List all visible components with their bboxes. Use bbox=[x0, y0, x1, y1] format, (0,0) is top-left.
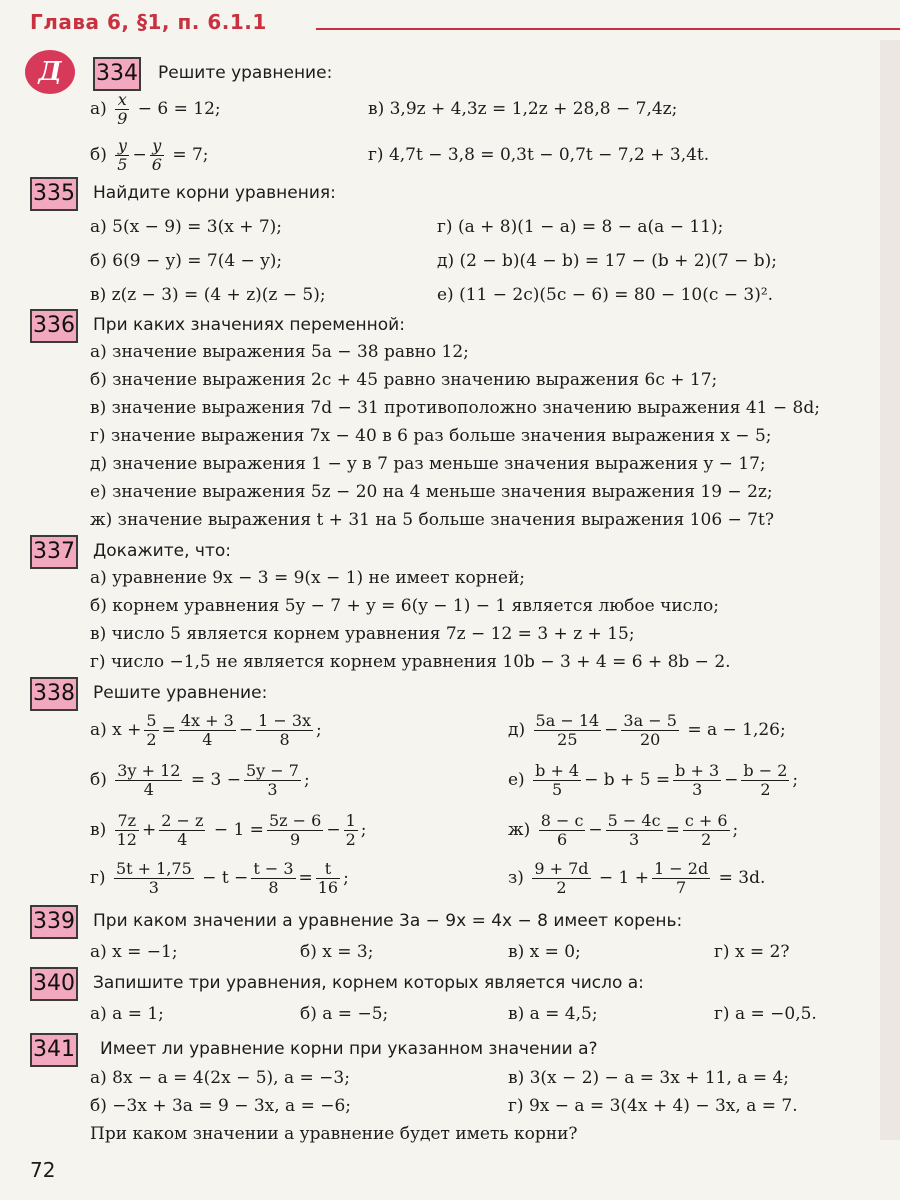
equation-tail: ; bbox=[343, 868, 349, 888]
problem-338-v bbox=[90, 807, 366, 853]
fraction bbox=[256, 712, 313, 749]
operator: = 3 − bbox=[190, 770, 241, 790]
numerator: 1 − 2d bbox=[654, 858, 709, 878]
fraction bbox=[683, 812, 730, 849]
numerator: b + 3 bbox=[675, 760, 720, 780]
numerator: c + 6 bbox=[684, 810, 728, 830]
numerator: 7z bbox=[115, 812, 139, 831]
problem-341-v: в) 3(x − 2) − a = 3x + 11, a = 4; bbox=[508, 1068, 790, 1088]
equation-tail: ; bbox=[303, 770, 310, 790]
problem-336-title: При каких значениях переменной: bbox=[93, 315, 405, 335]
equation-tail: = 7; bbox=[172, 145, 209, 165]
operator: − 1 + bbox=[598, 868, 650, 888]
item-label: б) bbox=[90, 770, 107, 790]
difficulty-badge-icon: Д bbox=[25, 50, 75, 94]
equation-tail: − 6 = 12; bbox=[137, 99, 221, 119]
numerator: 5t + 1,75 bbox=[115, 858, 192, 878]
denominator: 2 bbox=[760, 779, 771, 799]
denominator: 5 bbox=[117, 154, 128, 174]
fraction bbox=[621, 712, 678, 749]
problem-335-b: б) 6(9 − y) = 7(4 − y); bbox=[90, 251, 283, 271]
operator: + bbox=[141, 820, 157, 840]
problem-number-334: 334 bbox=[93, 57, 141, 91]
problem-338-zh bbox=[508, 807, 738, 853]
problem-338-z bbox=[508, 855, 765, 901]
operator: − bbox=[238, 720, 254, 740]
problem-334-g: г) 4,7t − 3,8 = 0,3t − 0,7t − 7,2 + 3,4t. bbox=[368, 145, 710, 165]
numerator: x bbox=[115, 91, 129, 110]
denominator: 25 bbox=[557, 729, 578, 749]
problem-337-item: а) уравнение 9x − 3 = 9(x − 1) не имеет корней; bbox=[90, 568, 526, 588]
problem-340-title: Запишите три уравнения, корнем которых является число a: bbox=[93, 973, 644, 993]
numerator: 5 − 4c bbox=[607, 810, 661, 830]
fraction bbox=[652, 860, 710, 897]
denominator: 8 bbox=[279, 729, 290, 749]
fraction bbox=[179, 712, 236, 749]
problem-334-title: Решите уравнение: bbox=[158, 63, 333, 83]
problem-337-item: в) число 5 является корнем уравнения 7z − 12 = 3 + z + 15; bbox=[90, 624, 635, 644]
problem-336-item: ж) значение выражения t + 31 на 5 больше значения выражения 106 − 7t? bbox=[90, 510, 774, 530]
operator: − bbox=[132, 145, 147, 165]
operator: = bbox=[161, 720, 176, 740]
problem-334-b bbox=[90, 132, 209, 178]
problem-336-item: д) значение выражения 1 − y в 7 раз меньше значения выражения y − 17; bbox=[90, 454, 766, 474]
fraction bbox=[344, 812, 358, 849]
problem-340-g: г) a = −0,5. bbox=[714, 1004, 817, 1024]
denominator: 3 bbox=[267, 779, 278, 799]
problem-335-a: а) 5(x − 9) = 3(x + 7); bbox=[90, 217, 283, 237]
problem-335-v: в) z(z − 3) = (4 + z)(z − 5); bbox=[90, 285, 326, 305]
denominator: 2 bbox=[556, 877, 567, 897]
fraction bbox=[532, 860, 590, 897]
equation-tail: ; bbox=[316, 720, 322, 740]
problem-339-b: б) x = 3; bbox=[300, 942, 374, 962]
fraction bbox=[534, 712, 602, 749]
denominator: 5 bbox=[552, 779, 563, 799]
fraction bbox=[267, 812, 323, 849]
numerator: 2 − z bbox=[161, 810, 204, 830]
item-label: д) bbox=[508, 720, 526, 740]
item-label: в) bbox=[90, 820, 107, 840]
numerator: t bbox=[316, 860, 340, 879]
numerator: y bbox=[150, 137, 164, 156]
fraction bbox=[539, 812, 586, 849]
problem-338-a bbox=[90, 707, 322, 753]
fraction bbox=[144, 712, 158, 749]
operator: − bbox=[588, 820, 603, 840]
problem-number-341: 341 bbox=[30, 1033, 78, 1067]
item-label: б) bbox=[90, 145, 107, 165]
denominator: 16 bbox=[317, 877, 339, 897]
denominator: 2 bbox=[146, 729, 157, 749]
denominator: 2 bbox=[345, 829, 356, 849]
denominator: 3 bbox=[692, 779, 703, 799]
problem-338-b bbox=[90, 757, 310, 803]
problem-336-item: е) значение выражения 5z − 20 на 4 меньше значения выражения 19 − 2z; bbox=[90, 482, 773, 502]
numerator: 5a − 14 bbox=[535, 710, 600, 730]
numerator: 4x + 3 bbox=[180, 710, 234, 730]
problem-334-a bbox=[90, 86, 221, 132]
equation-tail: ; bbox=[732, 820, 739, 840]
item-label: а) bbox=[90, 99, 107, 119]
fraction bbox=[316, 860, 340, 897]
problem-341-g: г) 9x − a = 3(4x + 4) − 3x, a = 7. bbox=[508, 1096, 798, 1116]
numerator: 5z − 6 bbox=[268, 810, 322, 830]
problem-337-item: г) число −1,5 не является корнем уравнения 10b − 3 + 4 = 6 + 8b − 2. bbox=[90, 652, 731, 672]
operator: − 1 = bbox=[213, 820, 264, 840]
problem-341-title: Имеет ли уравнение корни при указанном значении a? bbox=[100, 1039, 598, 1059]
denominator: 9 bbox=[290, 829, 301, 849]
problem-341-a: а) 8x − a = 4(2x − 5), a = −3; bbox=[90, 1068, 350, 1088]
denominator: 4 bbox=[143, 779, 154, 799]
fraction bbox=[741, 762, 789, 799]
numerator: b − 2 bbox=[743, 760, 788, 780]
fraction bbox=[150, 137, 164, 174]
problem-341-question: При каком значении a уравнение будет иметь корни? bbox=[90, 1124, 578, 1144]
problem-335-e: е) (11 − 2c)(5c − 6) = 80 − 10(c − 3)². bbox=[437, 285, 774, 305]
problem-340-v: в) a = 4,5; bbox=[508, 1004, 598, 1024]
fraction bbox=[115, 137, 129, 174]
problem-339-g: г) x = 2? bbox=[714, 942, 790, 962]
numerator: 3a − 5 bbox=[623, 710, 677, 730]
problem-337-item: б) корнем уравнения 5y − 7 + y = 6(y − 1) − 1 является любое число; bbox=[90, 596, 719, 616]
header-rule bbox=[316, 28, 900, 30]
chapter-header bbox=[30, 10, 900, 40]
numerator: 8 − c bbox=[540, 810, 584, 830]
problem-336-item: а) значение выражения 5a − 38 равно 12; bbox=[90, 342, 469, 362]
operator: = bbox=[665, 820, 680, 840]
problem-335-title: Найдите корни уравнения: bbox=[93, 183, 336, 203]
problem-number-339: 339 bbox=[30, 905, 78, 939]
numerator: 9 + 7d bbox=[534, 858, 589, 878]
item-label: г) bbox=[90, 868, 106, 888]
numerator: y bbox=[115, 137, 129, 156]
problem-340-b: б) a = −5; bbox=[300, 1004, 389, 1024]
equation-head: а) x + bbox=[90, 720, 142, 740]
equation-tail: ; bbox=[792, 770, 799, 790]
equation-tail: ; bbox=[360, 820, 367, 840]
item-label: е) bbox=[508, 770, 525, 790]
numerator: t − 3 bbox=[253, 858, 294, 878]
problem-335-d: д) (2 − b)(4 − b) = 17 − (b + 2)(7 − b); bbox=[437, 251, 778, 271]
denominator: 8 bbox=[268, 877, 279, 897]
denominator: 7 bbox=[676, 877, 687, 897]
denominator: 4 bbox=[202, 729, 213, 749]
problem-338-g bbox=[90, 855, 349, 901]
fraction bbox=[115, 762, 182, 799]
denominator: 6 bbox=[556, 829, 568, 849]
fraction bbox=[114, 860, 194, 897]
problem-339-title: При каком значении a уравнение 3a − 9x = 4x − 8 имеет корень: bbox=[93, 911, 683, 931]
denominator: 2 bbox=[701, 829, 712, 849]
fraction bbox=[115, 812, 139, 849]
numerator: 1 bbox=[345, 810, 356, 830]
denominator: 20 bbox=[639, 729, 661, 749]
problem-334-v: в) 3,9z + 4,3z = 1,2z + 28,8 − 7,4z; bbox=[368, 99, 678, 119]
fraction bbox=[159, 812, 205, 849]
problem-number-336: 336 bbox=[30, 309, 78, 343]
problem-number-338: 338 bbox=[30, 677, 78, 711]
fraction bbox=[115, 91, 129, 128]
fraction bbox=[606, 812, 663, 849]
numerator: 5 bbox=[146, 710, 157, 730]
problem-340-a: а) a = 1; bbox=[90, 1004, 164, 1024]
denominator: 3 bbox=[629, 829, 640, 849]
problem-339-a: а) x = −1; bbox=[90, 942, 178, 962]
problem-335-g: г) (a + 8)(1 − a) = 8 − a(a − 11); bbox=[437, 217, 724, 237]
problem-339-v: в) x = 0; bbox=[508, 942, 581, 962]
item-label: ж) bbox=[508, 820, 531, 840]
operator: − b + 5 = bbox=[584, 770, 671, 790]
problem-number-337: 337 bbox=[30, 535, 78, 569]
numerator: b + 4 bbox=[535, 760, 580, 780]
equation-tail: = a − 1,26; bbox=[687, 720, 786, 740]
denominator: 6 bbox=[151, 154, 162, 174]
denominator: 9 bbox=[117, 108, 128, 128]
denominator: 12 bbox=[116, 829, 137, 849]
page-number: 72 bbox=[30, 1158, 56, 1182]
fraction bbox=[244, 762, 301, 799]
problem-336-item: б) значение выражения 2c + 45 равно значению выражения 6c + 17; bbox=[90, 370, 718, 390]
operator: − bbox=[724, 770, 739, 790]
operator: = bbox=[298, 868, 313, 888]
operator: − bbox=[326, 820, 341, 840]
problem-number-335: 335 bbox=[30, 177, 78, 211]
problem-337-title: Докажите, что: bbox=[93, 541, 231, 561]
operator: − bbox=[604, 720, 619, 740]
problem-number-340: 340 bbox=[30, 967, 78, 1001]
facing-page-edge bbox=[880, 40, 900, 1140]
fraction bbox=[673, 762, 721, 799]
denominator: 4 bbox=[177, 829, 188, 849]
operator: − t − bbox=[202, 868, 249, 888]
problem-338-d bbox=[508, 707, 786, 753]
denominator: 3 bbox=[148, 877, 159, 897]
numerator: 3y + 12 bbox=[117, 760, 181, 780]
equation-tail: = 3d. bbox=[718, 868, 766, 888]
problem-338-e bbox=[508, 757, 798, 803]
item-label: з) bbox=[508, 868, 524, 888]
fraction bbox=[251, 860, 295, 897]
problem-336-item: в) значение выражения 7d − 31 противоположно значению выражения 41 − 8d; bbox=[90, 398, 820, 418]
chapter-title: Глава 6, §1, п. 6.1.1 bbox=[30, 10, 267, 34]
problem-341-b: б) −3x + 3a = 9 − 3x, a = −6; bbox=[90, 1096, 352, 1116]
fraction bbox=[533, 762, 581, 799]
numerator: 5y − 7 bbox=[245, 760, 299, 780]
problem-338-title: Решите уравнение: bbox=[93, 683, 268, 703]
numerator: 1 − 3x bbox=[258, 710, 312, 730]
problem-336-item: г) значение выражения 7x − 40 в 6 раз больше значения выражения x − 5; bbox=[90, 426, 772, 446]
